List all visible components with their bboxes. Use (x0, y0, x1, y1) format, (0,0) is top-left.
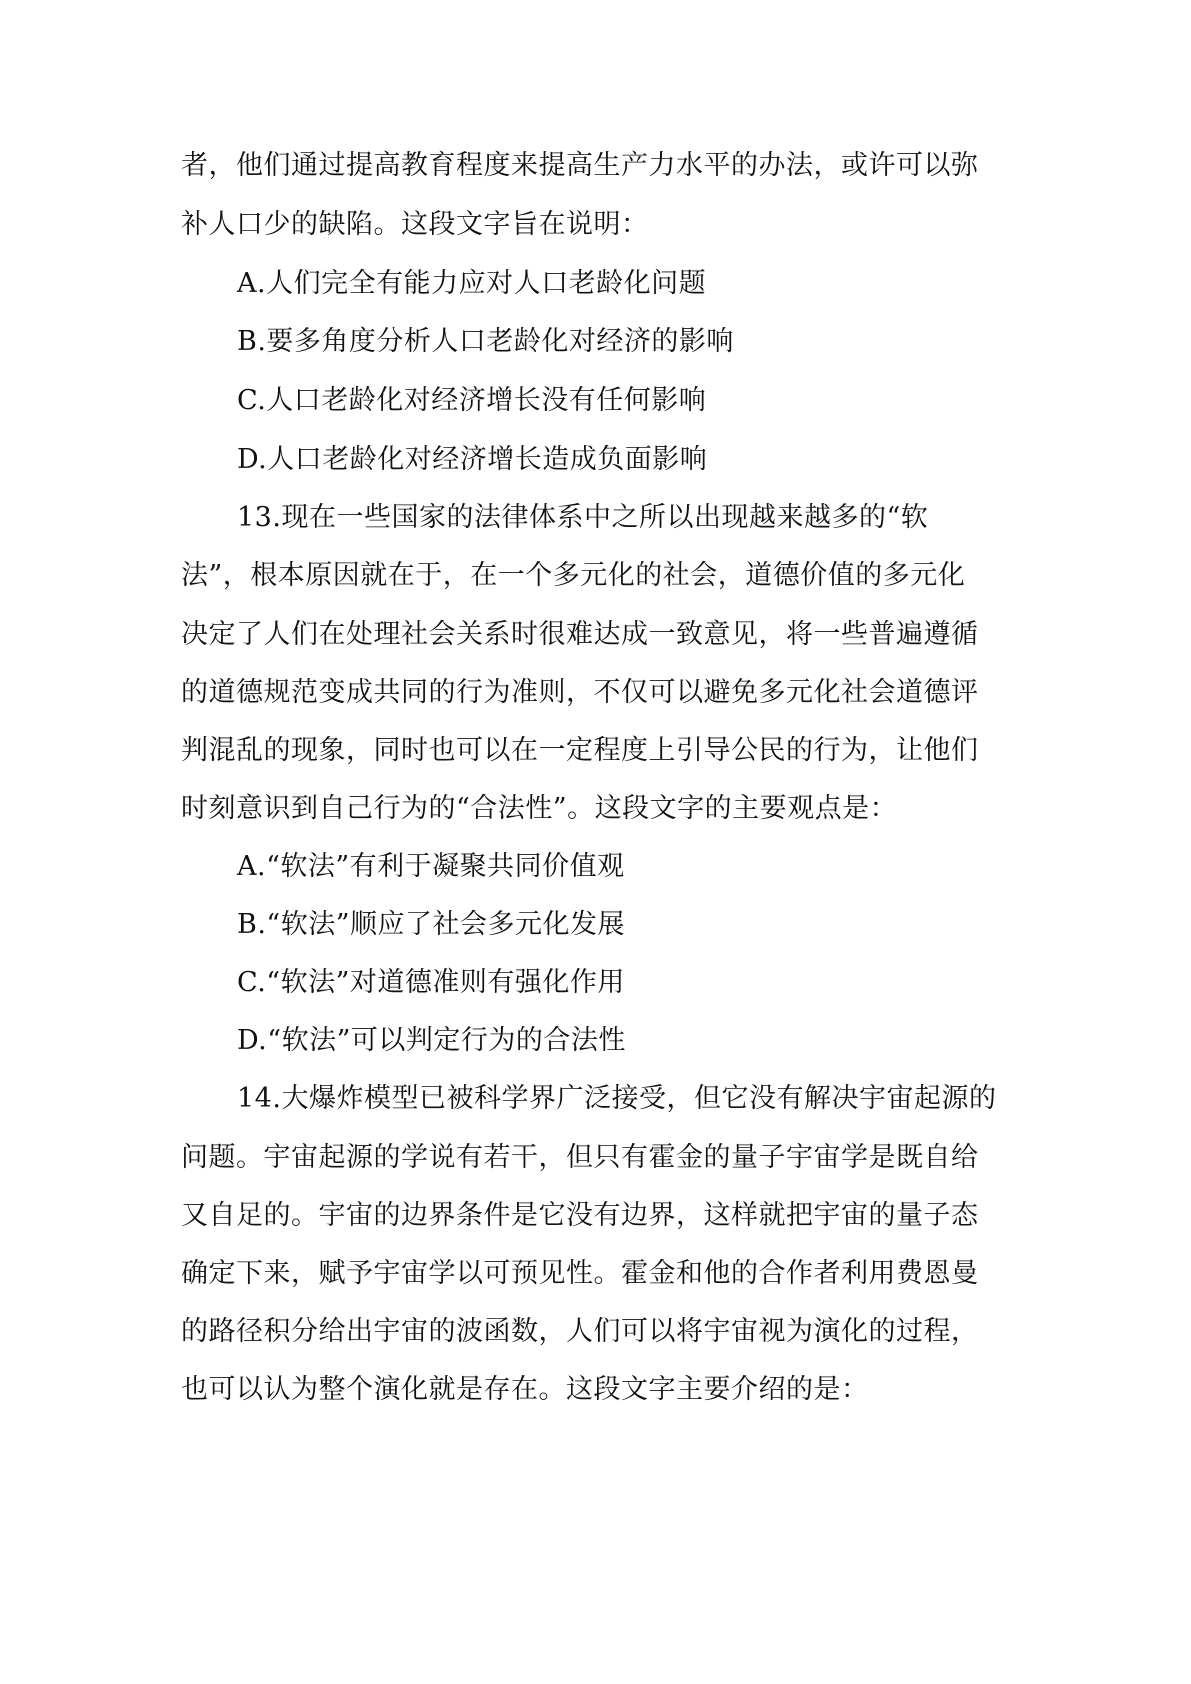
q14-text-line-3: 又自足的。宇宙的边界条件是它没有边界，这样就把宇宙的量子态 (181, 1200, 979, 1231)
q14-text-line-4: 确定下来，赋予宇宙学以可预见性。霍金和他的合作者利用费恩曼 (181, 1258, 979, 1289)
q12-option-a: A.人们完全有能力应对人口老龄化问题 (237, 268, 707, 299)
q14-text-line-1: 14.大爆炸模型已被科学界广泛接受，但它没有解决宇宙起源的 (237, 1083, 997, 1114)
q13-option-d: D.“软法”可以判定行为的合法性 (237, 1025, 626, 1056)
q13-option-c: C.“软法”对道德准则有强化作用 (237, 967, 625, 998)
q13-text-line-2: 法”，根本原因就在于，在一个多元化的社会，道德价值的多元化 (181, 560, 966, 591)
q13-text-line-3: 决定了人们在处理社会关系时很难达成一致意见，将一些普遍遵循 (181, 619, 979, 650)
q12-text-line-2: 补人口少的缺陷。这段文字旨在说明： (181, 209, 649, 240)
q13-text-line-6: 时刻意识到自己行为的“合法性”。这段文字的主要观点是： (181, 793, 898, 824)
q13-text-line-1: 13.现在一些国家的法律体系中之所以出现越来越多的“软 (237, 502, 929, 533)
q12-option-b: B.要多角度分析人口老龄化对经济的影响 (237, 326, 734, 357)
q14-text-line-5: 的路径积分给出宇宙的波函数，人们可以将宇宙视为演化的过程， (181, 1316, 979, 1347)
q14-text-line-2: 问题。宇宙起源的学说有若干，但只有霍金的量子宇宙学是既自给 (181, 1142, 979, 1173)
q14-text-line-6: 也可以认为整个演化就是存在。这段文字主要介绍的是： (181, 1374, 869, 1405)
q12-option-d: D.人口老龄化对经济增长造成负面影响 (237, 444, 708, 475)
q12-option-c: C.人口老龄化对经济增长没有任何影响 (237, 385, 707, 416)
q13-option-b: B.“软法”顺应了社会多元化发展 (237, 909, 626, 940)
q13-text-line-4: 的道德规范变成共同的行为准则，不仅可以避免多元化社会道德评 (181, 677, 979, 708)
q13-option-a: A.“软法”有利于凝聚共同价值观 (237, 851, 625, 882)
q12-text-line-1: 者，他们通过提高教育程度来提高生产力水平的办法，或许可以弥 (181, 150, 979, 181)
q13-text-line-5: 判混乱的现象，同时也可以在一定程度上引导公民的行为，让他们 (181, 735, 979, 766)
